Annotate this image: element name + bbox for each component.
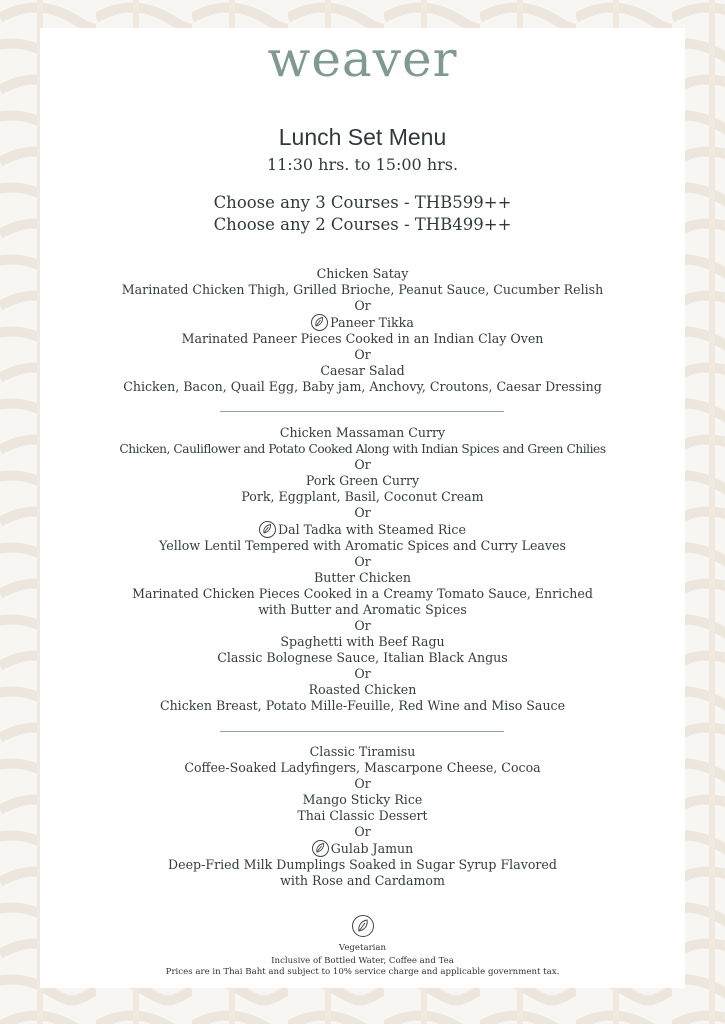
menu-line bbox=[0, 602, 725, 618]
menu-line bbox=[0, 857, 725, 873]
menu-line-text: Classic Tiramisu bbox=[309, 744, 416, 759]
menu-line bbox=[0, 521, 725, 538]
footer-note-pricing: Prices are in Thai Baht and subject to 10% service charge and applicable government tax. bbox=[165, 967, 560, 977]
service-hours: 11:30 hrs. to 15:00 hrs. bbox=[266, 155, 459, 174]
or-separator bbox=[0, 824, 725, 840]
or-separator bbox=[0, 618, 725, 634]
or-separator bbox=[0, 298, 725, 314]
footer-note-inclusions: Inclusive of Bottled Water, Coffee and Tea bbox=[271, 956, 454, 966]
menu-line-text: Gulab Jamun bbox=[330, 841, 414, 856]
pricing-block bbox=[0, 192, 725, 236]
menu-line bbox=[0, 473, 725, 489]
menu-line bbox=[0, 586, 725, 602]
menu-line-text: Chicken Massaman Curry bbox=[279, 425, 446, 440]
menu-line-text: Dal Tadka with Steamed Rice bbox=[278, 522, 466, 537]
menu-line bbox=[0, 840, 725, 857]
or-separator bbox=[0, 347, 725, 363]
or-separator bbox=[0, 666, 725, 682]
menu-line bbox=[0, 792, 725, 808]
menu-line-text: Or bbox=[354, 505, 371, 520]
menu-line bbox=[0, 650, 725, 666]
menu-line-text: Caesar Salad bbox=[320, 363, 405, 378]
menu-line bbox=[0, 266, 725, 282]
leaf-in-circle-icon bbox=[352, 915, 374, 937]
menu-line-text: Yellow Lentil Tempered with Aromatic Spices and Curry Leaves bbox=[159, 538, 566, 553]
menu-line-text: with Butter and Aromatic Spices bbox=[258, 602, 467, 617]
menu-line bbox=[0, 331, 725, 347]
menu-line-text: Or bbox=[354, 298, 371, 313]
menu-line-text: Or bbox=[354, 554, 371, 569]
menu-line bbox=[0, 489, 725, 505]
menu-line-text: Chicken Breast, Potato Mille-Feuille, Red Wine and Miso Sauce bbox=[159, 698, 566, 713]
menu-line-text: with Rose and Cardamom bbox=[280, 873, 445, 888]
menu-line-text: Deep-Fried Milk Dumplings Soaked in Sugar Syrup Flavored bbox=[168, 857, 557, 872]
pricing-line: Choose any 3 Courses - THB599++ bbox=[213, 193, 512, 212]
menu-line bbox=[0, 570, 725, 586]
menu-line-text: Or bbox=[354, 824, 371, 839]
or-separator bbox=[0, 457, 725, 473]
section-divider bbox=[220, 411, 504, 412]
menu-section-starters bbox=[0, 266, 725, 395]
menu-footer bbox=[0, 915, 725, 978]
leaf-in-circle-icon bbox=[312, 840, 329, 857]
menu-line bbox=[0, 808, 725, 824]
menu-line bbox=[0, 682, 725, 698]
page-title: Lunch Set Menu bbox=[278, 124, 447, 150]
menu-line-text: Marinated Paneer Pieces Cooked in an Indian Clay Oven bbox=[181, 331, 544, 346]
leaf-in-circle-icon bbox=[259, 521, 276, 538]
menu-line-text: Paneer Tikka bbox=[330, 315, 414, 330]
menu-line-text: Coffee-Soaked Ladyfingers, Mascarpone Cheese, Cocoa bbox=[184, 760, 541, 775]
menu-line-text: Or bbox=[354, 457, 371, 472]
pricing-line: Choose any 2 Courses - THB499++ bbox=[213, 215, 512, 234]
section-divider bbox=[220, 731, 504, 732]
menu-line bbox=[0, 744, 725, 760]
menu-line-text: Butter Chicken bbox=[314, 570, 411, 585]
menu-line-text: Classic Bolognese Sauce, Italian Black Angus bbox=[217, 650, 508, 665]
menu-line-text: Pork, Eggplant, Basil, Coconut Cream bbox=[241, 489, 484, 504]
menu-line-text: Chicken Satay bbox=[316, 266, 409, 281]
menu-line bbox=[0, 634, 725, 650]
leaf-in-circle-icon bbox=[311, 314, 328, 331]
menu-line-text: Or bbox=[354, 666, 371, 681]
menu-section-mains bbox=[0, 425, 725, 714]
menu-line-text: Marinated Chicken Thigh, Grilled Brioche, Peanut Sauce, Cucumber Relish bbox=[121, 282, 604, 297]
brand-logo: weaver bbox=[267, 30, 458, 88]
menu-line-text: Or bbox=[354, 618, 371, 633]
menu-line bbox=[0, 379, 725, 395]
menu-line-text: Pork Green Curry bbox=[305, 473, 420, 488]
menu-line bbox=[0, 314, 725, 331]
menu-line-text: Or bbox=[354, 347, 371, 362]
menu-line-text: Marinated Chicken Pieces Cooked in a Creamy Tomato Sauce, Enriched bbox=[132, 586, 593, 601]
or-separator bbox=[0, 776, 725, 792]
menu-line bbox=[0, 873, 725, 889]
menu-line-text: Spaghetti with Beef Ragu bbox=[280, 634, 445, 649]
menu-line bbox=[0, 282, 725, 298]
menu-line-text: Chicken, Bacon, Quail Egg, Baby jam, Anchovy, Croutons, Caesar Dressing bbox=[123, 379, 602, 394]
menu-line bbox=[0, 698, 725, 714]
menu-line-text: Mango Sticky Rice bbox=[302, 792, 423, 807]
menu-line bbox=[0, 363, 725, 379]
menu-line-text: Thai Classic Dessert bbox=[297, 808, 428, 823]
menu-line-text: Roasted Chicken bbox=[308, 682, 417, 697]
menu-section-desserts bbox=[0, 744, 725, 889]
menu-line-text: Chicken, Cauliflower and Potato Cooked Along with Indian Spices and Green Chilies bbox=[119, 442, 606, 456]
menu-line bbox=[0, 425, 725, 441]
or-separator bbox=[0, 505, 725, 521]
menu-line-text: Or bbox=[354, 776, 371, 791]
menu-line bbox=[0, 538, 725, 554]
menu-line bbox=[0, 441, 725, 457]
or-separator bbox=[0, 554, 725, 570]
vegetarian-legend-label: Vegetarian bbox=[338, 943, 387, 953]
menu-line bbox=[0, 760, 725, 776]
